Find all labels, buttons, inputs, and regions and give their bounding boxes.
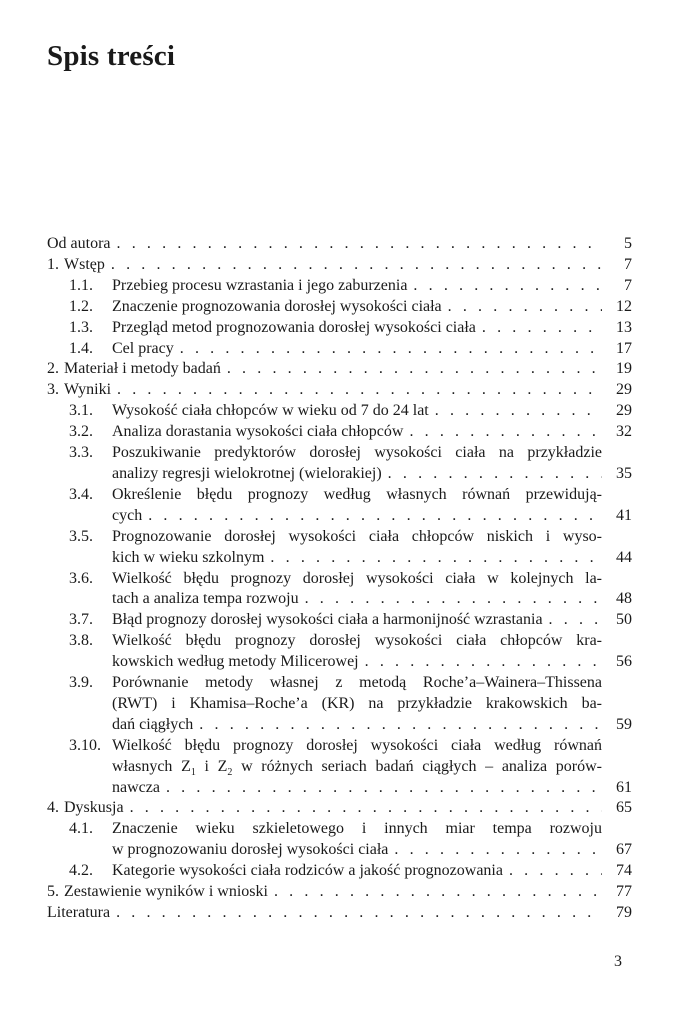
dot-leader bbox=[413, 276, 602, 297]
toc-entry-number: 3.7. bbox=[69, 611, 93, 629]
toc-entry-number: 3.5. bbox=[69, 527, 93, 545]
toc-entry-page: 48 bbox=[616, 590, 632, 608]
toc-entry-number: 5. bbox=[47, 883, 59, 901]
toc-entry-page: 29 bbox=[616, 402, 632, 420]
toc-entry-page: 17 bbox=[616, 339, 632, 357]
dot-leader bbox=[274, 882, 602, 903]
toc-entry-title: (RWT) i Khamisa–Roche’a (KR) na przykładzie krakowskich ba- bbox=[112, 694, 602, 712]
toc-entry-number: 4.2. bbox=[69, 862, 93, 880]
dot-leader bbox=[130, 798, 602, 819]
dot-leader bbox=[388, 464, 602, 485]
toc-entry-number: 3.8. bbox=[69, 632, 93, 650]
toc-entry bbox=[47, 798, 632, 819]
toc-entry bbox=[47, 443, 632, 485]
toc-entry-page: 44 bbox=[616, 548, 632, 566]
dot-leader bbox=[148, 506, 602, 527]
toc-entry-title: Poszukiwanie predyktorów dorosłej wysokości ciała na przykładzie bbox=[112, 444, 602, 462]
page-title: Spis treści bbox=[47, 40, 176, 72]
toc-entry-page: 61 bbox=[616, 778, 632, 796]
toc-entry-title: Przebieg procesu wzrastania i jego zaburzenia bbox=[112, 276, 408, 294]
toc-entry bbox=[47, 861, 632, 882]
toc-entry-title: Wielkość błędu prognozy dorosłej wysokości ciała według równań bbox=[112, 736, 602, 754]
toc-entry-page: 74 bbox=[616, 862, 632, 880]
toc-entry-number: 3.6. bbox=[69, 569, 93, 587]
toc-entry-title: Wstęp bbox=[64, 255, 105, 273]
toc-entry-number: 1.2. bbox=[69, 297, 93, 315]
dot-leader bbox=[117, 234, 602, 255]
dot-leader bbox=[111, 255, 602, 276]
toc-entry-title: Wielkość błędu prognozy dorosłej wysokości ciała w kolejnych la- bbox=[112, 569, 602, 587]
toc-entry-number: 3.2. bbox=[69, 423, 93, 441]
toc-entry-title: Wysokość ciała chłopców w wieku od 7 do 24 lat bbox=[112, 402, 429, 420]
toc-entry-title: Materiał i metody badań bbox=[64, 360, 221, 378]
toc-entry-page: 50 bbox=[616, 611, 632, 629]
page-number: 3 bbox=[614, 953, 622, 970]
toc-entry-page: 35 bbox=[616, 464, 632, 482]
dot-leader bbox=[435, 401, 602, 422]
toc-entry-title: cych bbox=[112, 506, 143, 524]
toc-entry-number: 3.3. bbox=[69, 444, 93, 462]
toc-entry bbox=[47, 359, 632, 380]
dot-leader bbox=[305, 589, 602, 610]
toc-entry bbox=[47, 903, 632, 924]
toc-entry-title: Określenie błędu prognozy według własnych równań przewidują- bbox=[112, 485, 602, 503]
toc-entry-title: Znaczenie prognozowania dorosłej wysokości ciała bbox=[112, 297, 442, 315]
toc-entry bbox=[47, 234, 632, 255]
toc-entry-title: Kategorie wysokości ciała rodziców a jakość prognozowania bbox=[112, 862, 503, 880]
toc-entry-title: nawcza bbox=[112, 778, 160, 796]
dot-leader bbox=[509, 861, 602, 882]
dot-leader bbox=[116, 903, 602, 924]
dot-leader bbox=[394, 840, 602, 861]
toc-entry-title: Od autora bbox=[47, 235, 111, 252]
toc-entry-page: 56 bbox=[616, 653, 632, 671]
toc-entry-title: Cel pracy bbox=[112, 339, 174, 357]
dot-leader bbox=[180, 339, 602, 360]
toc-entry-number: 3.1. bbox=[69, 402, 93, 420]
toc-entry-page: 5 bbox=[624, 235, 632, 252]
toc-entry bbox=[47, 255, 632, 276]
toc-entry-number: 3.10. bbox=[69, 736, 101, 754]
toc-entry-number: 3.4. bbox=[69, 485, 93, 503]
toc-entry-title: Literatura bbox=[47, 904, 111, 921]
toc-entry-number: 3. bbox=[47, 381, 59, 399]
toc-entry bbox=[47, 569, 632, 611]
toc-entry bbox=[47, 380, 632, 401]
toc-entry-title: Błąd prognozy dorosłej wysokości ciała a harmonijność wzrastania bbox=[112, 611, 543, 629]
dot-leader bbox=[270, 548, 602, 569]
toc-entry-page: 7 bbox=[624, 276, 632, 294]
toc-entry-page: 67 bbox=[616, 841, 632, 859]
toc-entry bbox=[47, 631, 632, 673]
toc-entry-page: 7 bbox=[624, 255, 632, 273]
toc-entry-title: Przegląd metod prognozowania dorosłej wysokości ciała bbox=[112, 318, 476, 336]
toc-entry-title: Prognozowanie dorosłej wysokości ciała chłopców niskich i wyso- bbox=[112, 527, 602, 545]
toc-entry-title: dań ciągłych bbox=[112, 715, 194, 733]
toc-entry-number: 3.9. bbox=[69, 674, 93, 692]
toc-entry-title: własnych $Z_1$ i $Z_2$ w różnych seriach badań ciągłych – analiza porów- bbox=[112, 757, 602, 778]
toc-entry-title: Dyskusja bbox=[64, 799, 124, 817]
toc-entry-page: 12 bbox=[616, 297, 632, 315]
toc-entry bbox=[47, 297, 632, 318]
toc-entry-title: Wyniki bbox=[64, 381, 112, 399]
toc-entry bbox=[47, 401, 632, 422]
toc-entry bbox=[47, 318, 632, 339]
toc-entry-page: 32 bbox=[616, 423, 632, 441]
toc-entry bbox=[47, 882, 632, 903]
toc-entry-page: 29 bbox=[616, 381, 632, 399]
dot-leader bbox=[482, 318, 602, 339]
toc-entry bbox=[47, 673, 632, 736]
toc-entry-title: Zestawienie wyników i wnioski bbox=[64, 883, 268, 901]
toc-entry-title: analizy regresji wielokrotnej (wielorakiej) bbox=[112, 464, 382, 482]
dot-leader bbox=[227, 359, 602, 380]
dot-leader bbox=[166, 778, 602, 799]
toc-entry-page: 13 bbox=[616, 318, 632, 336]
toc-entry-number: 1.1. bbox=[69, 276, 93, 294]
dot-leader bbox=[448, 297, 602, 318]
dot-leader bbox=[117, 380, 602, 401]
toc-entry bbox=[47, 736, 632, 799]
toc-entry-number: 2. bbox=[47, 360, 59, 378]
toc-entry-number: 1.3. bbox=[69, 318, 93, 336]
toc-entry bbox=[47, 527, 632, 569]
toc-entry bbox=[47, 819, 632, 861]
toc-entry-page: 65 bbox=[616, 799, 632, 817]
dot-leader bbox=[549, 610, 602, 631]
toc-entry-title: Wielkość błędu prognozy dorosłej wysokości ciała chłopców kra- bbox=[112, 632, 602, 650]
toc-entry-number: 1.4. bbox=[69, 339, 93, 357]
dot-leader bbox=[409, 422, 602, 443]
toc-entry-title: kowskich według metody Milicerowej bbox=[112, 653, 359, 671]
dot-leader bbox=[365, 652, 602, 673]
toc-entry-title: tach a analiza tempa rozwoju bbox=[112, 590, 299, 608]
toc-entry-number: 1. bbox=[47, 255, 59, 273]
toc-entry bbox=[47, 276, 632, 297]
toc-entry-page: 41 bbox=[616, 506, 632, 524]
toc-entry bbox=[47, 339, 632, 360]
toc-entry-title: Analiza dorastania wysokości ciała chłopców bbox=[112, 423, 404, 441]
toc-entry-page: 59 bbox=[616, 715, 632, 733]
table-of-contents bbox=[47, 234, 632, 924]
toc-entry-number: 4.1. bbox=[69, 820, 93, 838]
toc-entry-title: w prognozowaniu dorosłej wysokości ciała bbox=[112, 841, 389, 859]
toc-entry-title: kich w wieku szkolnym bbox=[112, 548, 265, 566]
toc-entry-title: Porównanie metody własnej z metodą Roche’a–Wainera–Thissena bbox=[112, 674, 602, 692]
toc-entry bbox=[47, 610, 632, 631]
toc-entry bbox=[47, 485, 632, 527]
toc-entry-number: 4. bbox=[47, 799, 59, 817]
toc-entry-title: Znaczenie wieku szkieletowego i innych miar tempa rozwoju bbox=[112, 820, 602, 838]
toc-entry-page: 79 bbox=[616, 904, 632, 921]
dot-leader bbox=[199, 715, 602, 736]
toc-entry-page: 77 bbox=[616, 883, 632, 901]
toc-entry-page: 19 bbox=[616, 360, 632, 378]
toc-entry bbox=[47, 422, 632, 443]
